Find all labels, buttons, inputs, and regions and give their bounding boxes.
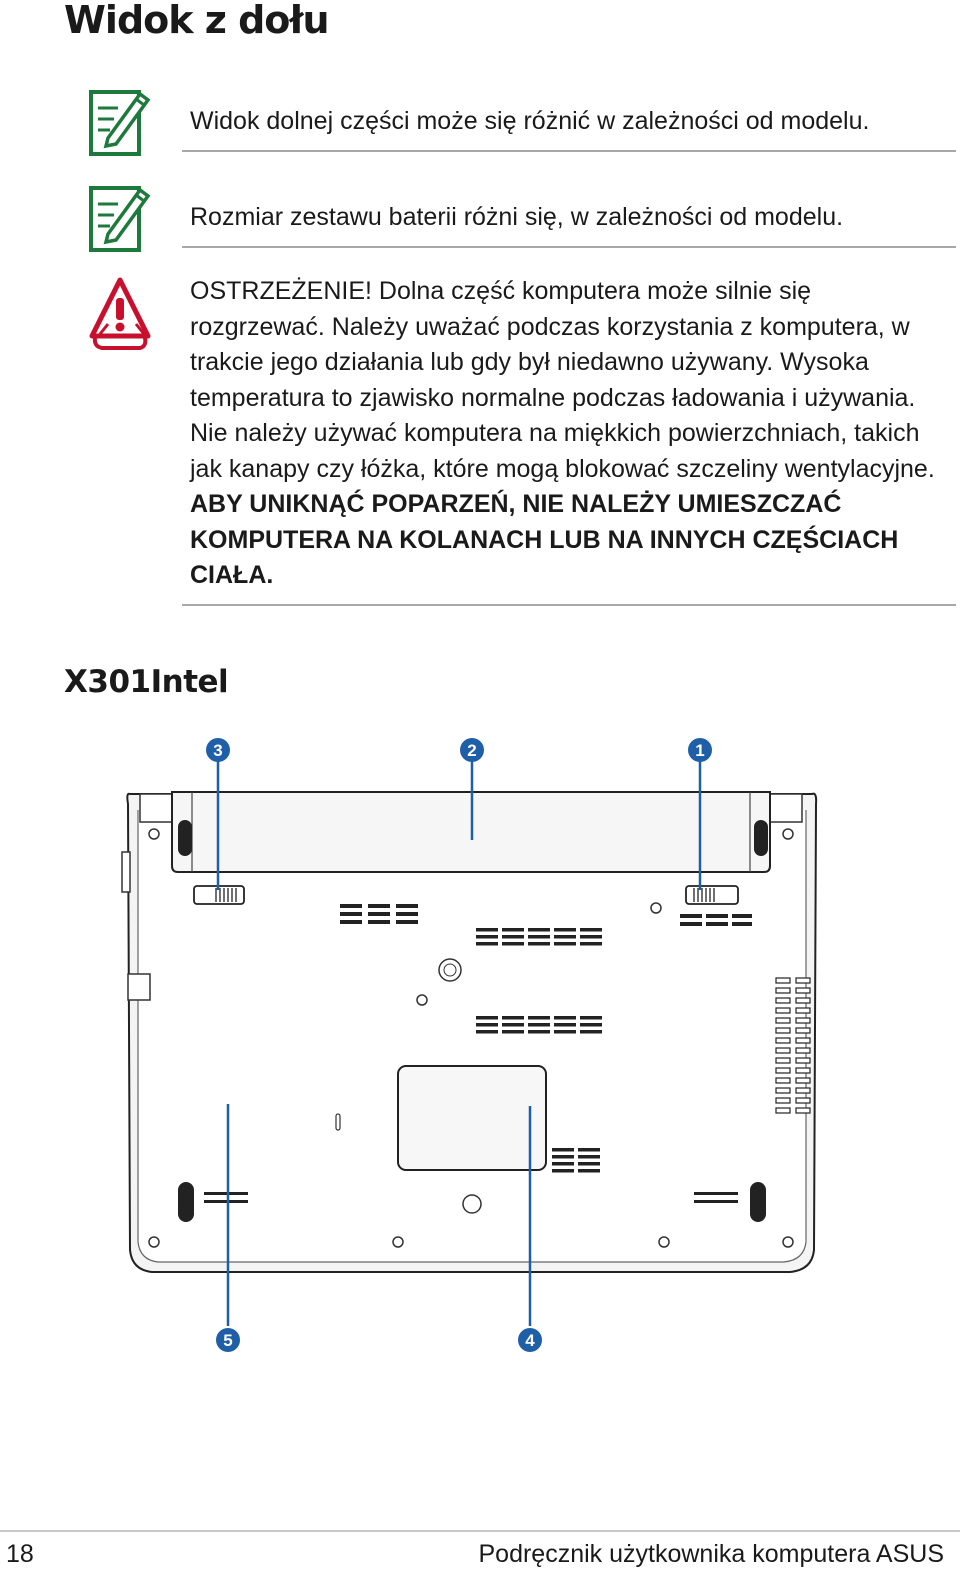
- divider: [182, 604, 956, 606]
- callout-1-label: 1: [695, 741, 705, 760]
- note-2: [88, 182, 958, 252]
- divider: [182, 150, 956, 152]
- laptop-bottom-diagram: [100, 730, 840, 1370]
- note-text: Rozmiar zestawu baterii różni się, w zależności od modelu.: [190, 203, 844, 231]
- model-title: X301Intel: [64, 664, 229, 700]
- callout-5-label: 5: [223, 1331, 233, 1350]
- note-icon: [88, 182, 152, 254]
- note-icon: [88, 86, 152, 158]
- footer-divider: [0, 1530, 960, 1532]
- page-number: 18: [6, 1540, 34, 1568]
- callout-1: [688, 738, 712, 762]
- divider: [182, 246, 956, 248]
- warning-text: [190, 274, 950, 594]
- warning-emphasis: ABY UNIKNĄĆ POPARZEŃ, NIE NALEŻY UMIESZCZAĆ KOMPUTERA NA KOLANACH LUB NA INNYCH CZĘŚCIACH CIAŁA.: [190, 490, 899, 589]
- manual-title: Podręcznik użytkownika komputera ASUS: [478, 1540, 944, 1568]
- callout-4-label: 4: [525, 1331, 535, 1350]
- warning-icon: [88, 276, 152, 352]
- warning-block: [88, 272, 958, 602]
- callout-2: [460, 738, 484, 762]
- note-1: [88, 86, 958, 156]
- warning-body: OSTRZEŻENIE! Dolna część komputera może silnie się rozgrzewać. Należy uważać podczas korzystania z komputera, w trakcie jego działania lub gdy był niedawno używany. Wysoka temperatura to zjawisko normalne podczas ładowania i używania. Nie należy używać komputera na miękkich powierzchniach, takich jak kanapy czy łóżka, które mogą blokować szczeliny wentylacyjne.: [190, 277, 935, 483]
- memory-compartment: [398, 1066, 546, 1170]
- page-title: Widok z dołu: [64, 0, 329, 42]
- callout-2-label: 2: [467, 741, 477, 760]
- callout-5: [216, 1328, 240, 1352]
- note-text: Widok dolnej części może się różnić w zależności od modelu.: [190, 107, 870, 135]
- callout-4: [518, 1328, 542, 1352]
- callout-3: [206, 738, 230, 762]
- callout-3-label: 3: [213, 741, 223, 760]
